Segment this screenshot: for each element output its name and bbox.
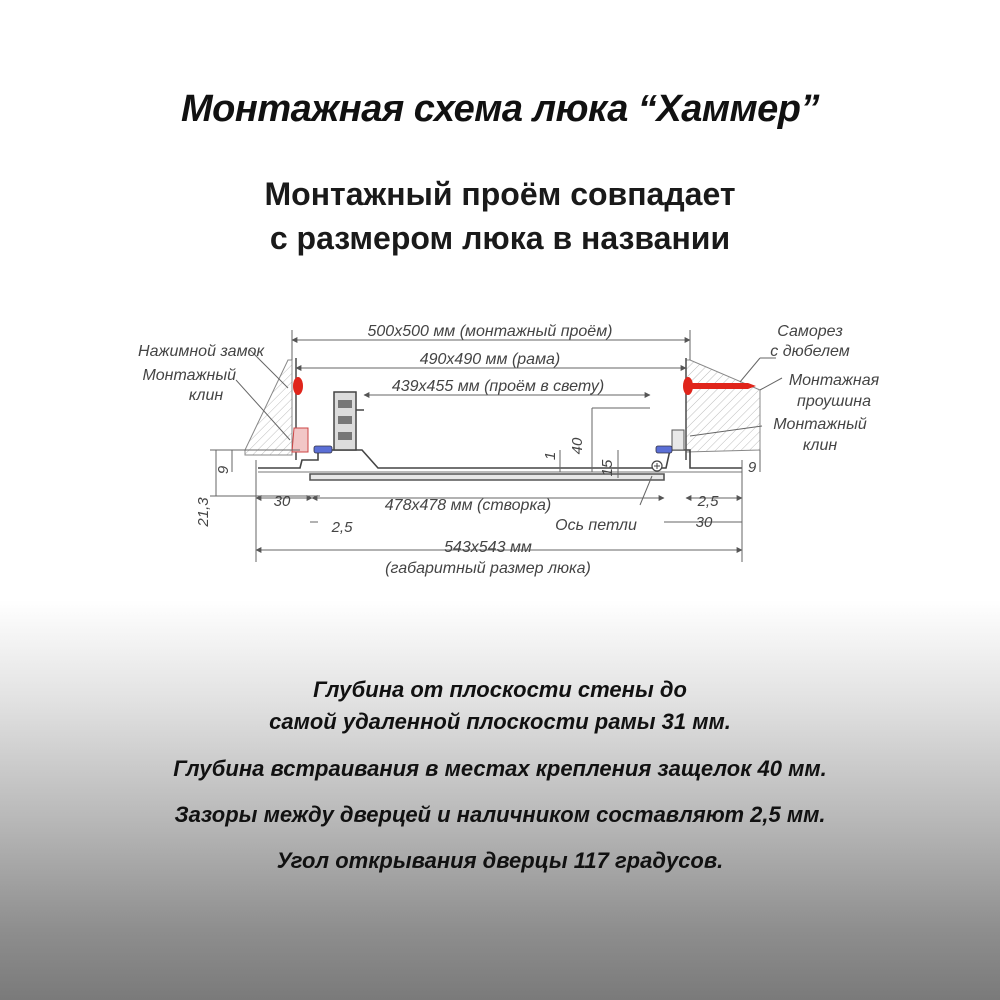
wall-right [686, 360, 760, 452]
label-wedge-left-1: Монтажный [142, 367, 236, 384]
wall-left [245, 360, 292, 455]
subtitle-line-1: Монтажный проём совпадает [264, 176, 736, 212]
note-opening-angle: Угол открывания дверцы 117 градусов. [276, 848, 724, 873]
dim-2-5-right: 2,5 [697, 493, 719, 510]
dim-opening: 500x500 мм (монтажный проём) [367, 323, 613, 340]
dim-9-left: 9 [215, 465, 232, 475]
label-hinge-axis: Ось петли [555, 517, 637, 534]
dim-overall: 543x543 мм [444, 539, 532, 556]
page-title: Монтажная схема люка “Хаммер” [181, 88, 819, 130]
dim-21-3: 21,3 [195, 497, 212, 527]
note-depth [0, 674, 1000, 738]
label-screw-2: с дюбелем [770, 343, 850, 360]
dim-30-right: 30 [695, 514, 713, 531]
label-push-lock: Нажимной замок [138, 343, 264, 360]
push-lock-icon [334, 392, 364, 450]
dim-door: 478x478 мм (створка) [384, 497, 552, 514]
dim-9-right: 9 [747, 459, 757, 476]
dim-1: 1 [542, 451, 559, 461]
dim-15: 15 [599, 459, 616, 477]
seal-right [656, 446, 672, 453]
dim-30-left: 30 [273, 493, 291, 510]
dim-clear: 439x455 мм (проём в свету) [391, 378, 605, 395]
wedge-left [292, 428, 308, 452]
hinge-icon [652, 461, 662, 471]
dim-frame: 490x490 мм (рама) [419, 351, 561, 368]
label-lug-1: Монтажная [788, 372, 880, 389]
lock-marker-red [293, 377, 303, 395]
label-wedge-right-1: Монтажный [773, 416, 867, 433]
mounting-diagram [0, 300, 1000, 600]
frame-profile [258, 358, 742, 480]
label-lug-2: проушина [797, 393, 871, 410]
dim-40: 40 [569, 437, 586, 455]
note-embed-depth: Глубина встраивания в местах крепления защелок 40 мм. [173, 756, 827, 781]
label-wedge-right-2: клин [802, 437, 838, 454]
wedge-right [672, 430, 684, 450]
subtitle-line-2: с размером люка в названии [269, 220, 731, 256]
label-screw-1: Саморез [777, 323, 843, 340]
dim-overall-note: (габаритный размер люка) [385, 560, 591, 577]
note-depth-line-2: самой удаленной плоскости рамы 31 мм. [269, 709, 731, 734]
subtitle [0, 172, 1000, 260]
label-wedge-left-2: клин [188, 387, 224, 404]
dim-2-5-left: 2,5 [331, 519, 353, 536]
seal-left [314, 446, 332, 453]
note-depth-line-1: Глубина от плоскости стены до [313, 677, 687, 702]
note-gaps: Зазоры между дверцей и наличником составляют 2,5 мм. [174, 802, 826, 827]
